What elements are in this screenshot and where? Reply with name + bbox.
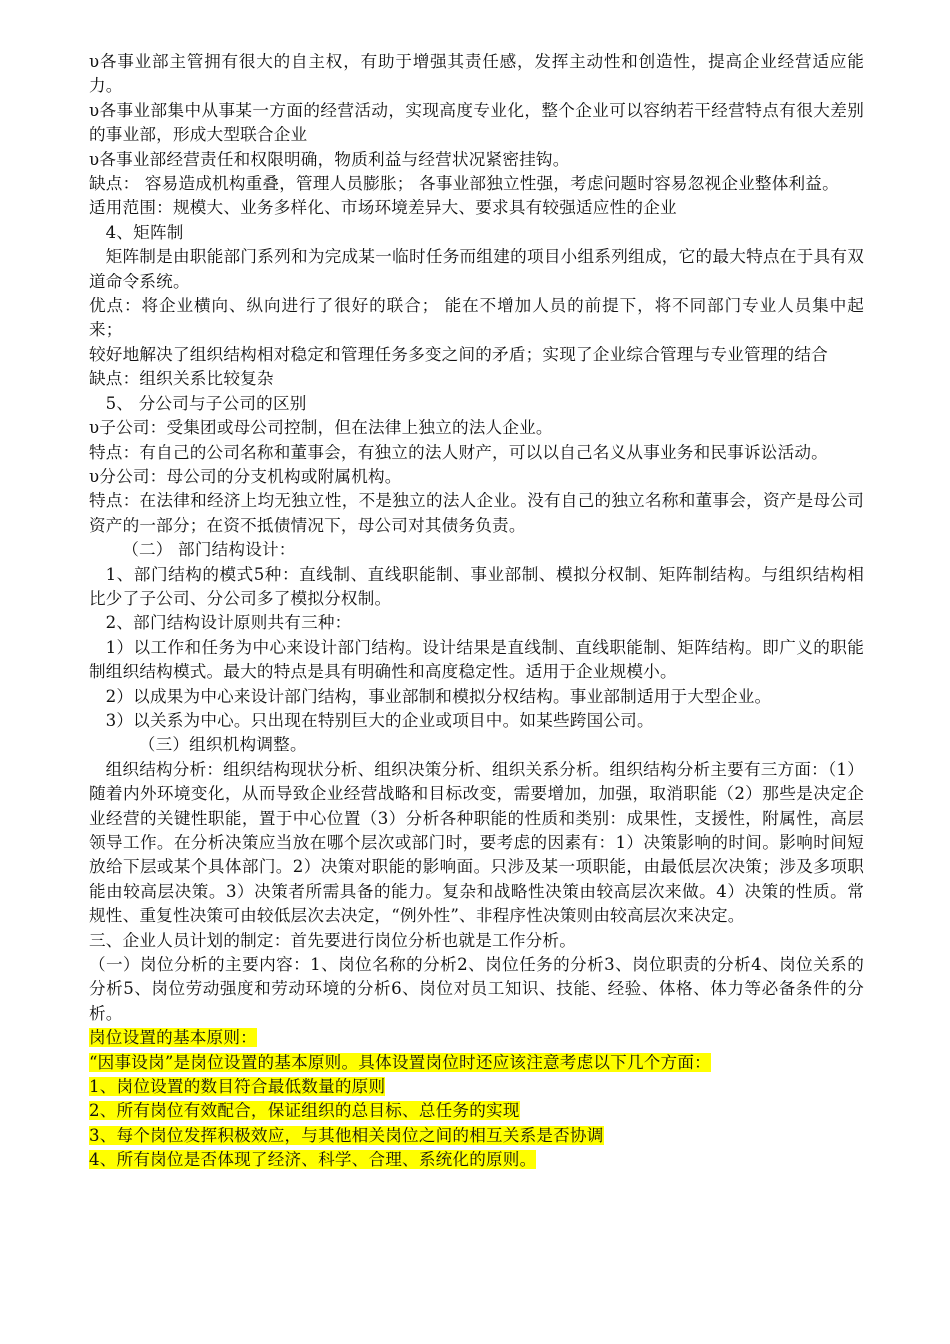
paragraph: 4、矩阵制 <box>105 222 184 242</box>
highlighted-section <box>89 1026 864 1172</box>
paragraph: （一）岗位分析的主要内容：1、岗位名称的分析2、岗位任务的分析3、岗位职责的分析4、岗位关系的分析5、岗位劳动强度和劳动环境的分析6、岗位对员工知识、技能、经验、体格、体力等必备条件的分析。 <box>89 955 864 1023</box>
paragraph: 较好地解决了组织结构相对稳定和管理任务多变之间的矛盾；实现了企业综合管理与专业管理的结合 <box>89 344 828 364</box>
paragraph: 特点：有自己的公司名称和董事会，有独立的法人财产，可以以自己名义从事业务和民事诉讼活动。 <box>89 442 828 462</box>
paragraph: 5、 分公司与子公司的区别 <box>105 393 307 413</box>
highlighted-line <box>89 1075 864 1099</box>
highlighted-line <box>89 1148 864 1172</box>
paragraph: 1、部门结构的模式5种：直线制、直线职能制、事业部制、模拟分权制、矩阵制结构。与组织结构相比少了子公司、分公司多了模拟分权制。 <box>89 564 864 608</box>
paragraph: υ各事业部集中从事某一方面的经营活动，实现高度专业化，整个企业可以容纳若干经营特点有很大差别的事业部，形成大型联合企业 <box>89 100 864 145</box>
paragraph: （二） 部门结构设计： <box>122 540 296 560</box>
document-body <box>89 50 864 1026</box>
highlighted-text: 岗位设置的基本原则： <box>89 1028 257 1048</box>
highlighted-line <box>89 1099 864 1123</box>
highlighted-text: 2、所有岗位有效配合，保证组织的总目标、总任务的实现 <box>89 1101 520 1121</box>
paragraph: 适用范围：规模大、业务多样化、市场环境差异大、要求具有较强适应性的企业 <box>89 198 677 218</box>
highlighted-text: 4、所有岗位是否体现了经济、科学、合理、系统化的原则。 <box>89 1150 537 1170</box>
paragraph: 2、部门结构设计原则共有三种： <box>105 613 352 633</box>
paragraph: 优点：将企业横向、纵向进行了很好的联合； 能在不增加人员的前提下，将不同部门专业人员集中起来； <box>89 296 864 340</box>
highlighted-text: 3、每个岗位发挥积极效应，与其他相关岗位之间的相互关系是否协调 <box>89 1125 604 1145</box>
paragraph: 缺点： 容易造成机构重叠，管理人员膨胀； 各事业部独立性强，考虑问题时容易忽视企业整体利益。 <box>89 174 839 194</box>
highlighted-text: “因事设岗”是岗位设置的基本原则。具体设置岗位时还应该注意考虑以下几个方面： <box>89 1052 711 1072</box>
highlighted-line <box>89 1124 864 1148</box>
paragraph: 组织结构分析：组织结构现状分析、组织决策分析、组织关系分析。组织结构分析主要有三方面：（1）随着内外环境变化，从而导致企业经营战略和目标改变，需要增加，加强，取消职能（2）那些是决定企业经营的关键性职能，置于中心位置（3）分析各种职能的性质和类别：成果性，支援性，附属性，高层领导工作。在分析决策应当放在哪个层次或部门时，要考虑的因素有：1）决策影响的时间。影响时间短放给下层或某个具体部门。2）决策对职能的影响面。只涉及某一项职能，由最低层次决策；涉及多项职能由较高层决策。3）决策者所需具备的能力。复杂和战略性决策由较高层次来做。4）决策的性质。常规性、重复性决策可由较低层次去决定，“例外性”、非程序性决策则由较高层次来决定。 <box>89 759 864 926</box>
paragraph: υ各事业部经营责任和权限明确，物质利益与经营状况紧密挂钩。 <box>89 149 570 169</box>
paragraph: 1）以工作和任务为中心来设计部门结构。设计结果是直线制、直线职能制、矩阵结构。即广义的职能制组织结构模式。最大的特点是具有明确性和高度稳定性。适用于企业规模小。 <box>89 637 864 682</box>
paragraph: （三）组织机构调整。 <box>138 735 307 755</box>
paragraph: 3）以关系为中心。只出现在特别巨大的企业或项目中。如某些跨国公司。 <box>105 710 654 730</box>
paragraph: 2）以成果为中心来设计部门结构，事业部制和模拟分权结构。事业部制适用于大型企业。 <box>105 686 772 706</box>
highlighted-line <box>89 1051 864 1075</box>
paragraph: 特点：在法律和经济上均无独立性，不是独立的法人企业。没有自己的独立名称和董事会，资产是母公司资产的一部分；在资不抵债情况下，母公司对其债务负责。 <box>89 491 864 535</box>
paragraph: υ分公司：母公司的分支机构或附属机构。 <box>89 466 402 486</box>
highlighted-line <box>89 1026 864 1050</box>
paragraph: 三、企业人员计划的制定：首先要进行岗位分析也就是工作分析。 <box>89 930 577 950</box>
highlighted-text: 1、岗位设置的数目符合最低数量的原则 <box>89 1077 386 1097</box>
paragraph: 缺点：组织关系比较复杂 <box>89 369 274 389</box>
paragraph: υ子公司：受集团或母公司控制，但在法律上独立的法人企业。 <box>89 418 553 438</box>
paragraph: 矩阵制是由职能部门系列和为完成某一临时任务而组建的项目小组系列组成，它的最大特点在于具有双道命令系统。 <box>89 247 864 291</box>
paragraph: υ各事业部主管拥有很大的自主权，有助于增强其责任感，发挥主动性和创造性，提高企业经营适应能力。 <box>89 52 864 96</box>
